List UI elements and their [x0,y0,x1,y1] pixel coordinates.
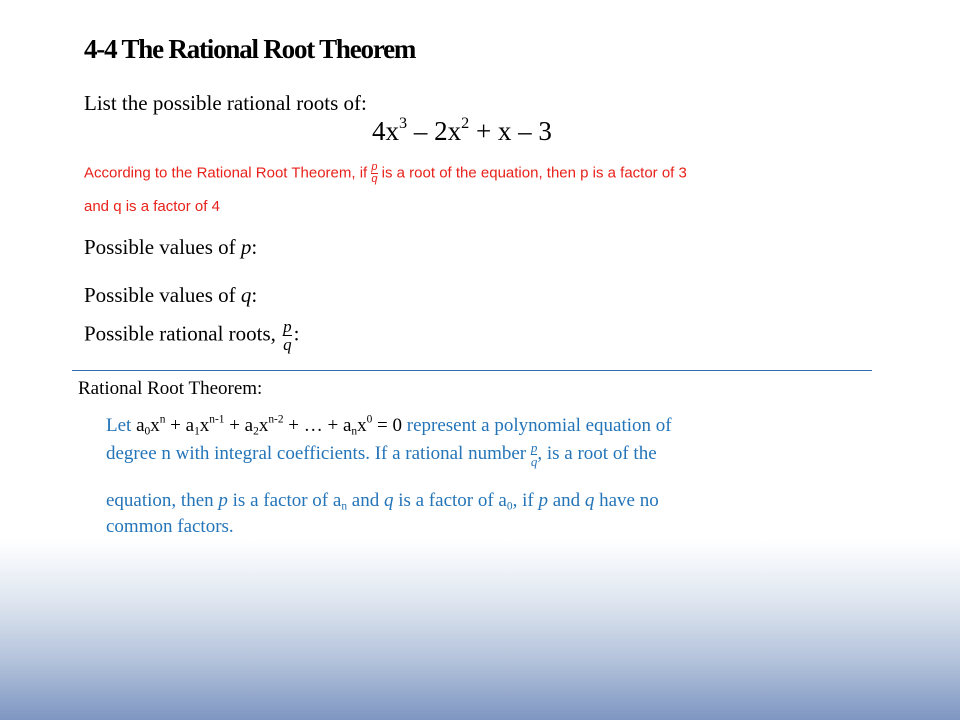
theorem-application-line-2: and q is a factor of 4 [84,198,220,215]
theorem-heading: Rational Root Theorem: [78,378,263,399]
red-text-before: According to the Rational Root Theorem, if [84,164,372,182]
colon: : [293,321,300,346]
p-variable: p [218,490,228,511]
subscript-0: 0 [506,500,513,513]
red-text-after: is a root of the equation, then p is a factor of 3 [377,164,687,182]
p-variable: p [240,235,252,259]
fraction-numerator: p [283,317,292,336]
possible-p-label: Possible values of [84,235,241,259]
t7: have no [594,490,659,511]
t4: is a factor of a [393,490,507,511]
poly-exponent-2: 2 [461,113,470,132]
t3: and [347,490,384,511]
possible-q-label: Possible values of [84,283,241,307]
q-variable: q [383,490,394,511]
colon: : [251,283,258,307]
t1: equation, then [106,490,219,511]
q-variable: q [240,283,252,307]
poly-term-2: – 2x [407,116,462,146]
possible-rational-roots [84,318,300,353]
theorem-line-1 [106,415,672,437]
theorem-line-4: common factors. [106,516,234,537]
fraction-denominator: q [283,335,292,354]
divider-line [72,370,872,371]
theorem-line-2 [106,441,657,468]
general-polynomial-equation: $a_0x^n + a_1x^{n-1} + a_2x^{n-2}$ + … + $a_nx^0 = 0$ [136,413,403,438]
fraction-numerator: p [530,440,538,455]
polynomial-expression [372,113,552,147]
theorem-represent-text: represent a polynomial equation of [402,415,672,436]
subscript-n: n [341,500,348,513]
q-variable: q [584,490,595,511]
t2: is a factor of a [227,490,342,511]
theorem-application-line-1 [84,162,687,185]
fraction-denominator: q [530,454,538,469]
theorem-line-2-after: , is a root of the [537,442,657,464]
possible-p-values [84,235,257,260]
fraction-numerator: p [371,161,378,173]
possible-roots-label: Possible rational roots, [84,321,282,346]
prompt-text: List the possible rational roots of: [84,91,367,115]
t6: and [547,490,585,511]
p-variable: p [538,490,548,511]
theorem-line-2-before: degree n with integral coefficients. If a rational number [106,442,531,464]
t5: , if [512,490,539,511]
poly-term-3: + x – 3 [469,116,552,146]
colon: : [251,235,258,259]
fraction-denominator: q [371,173,378,185]
possible-q-values [84,283,257,308]
theorem-let: Let [106,415,137,436]
poly-exponent-1: 3 [399,113,408,132]
theorem-line-3 [106,490,659,512]
p-over-q-fraction [281,318,294,353]
poly-term-1: 4x [372,116,399,146]
slide-title: 4-4 The Rational Root Theorem [84,34,416,64]
